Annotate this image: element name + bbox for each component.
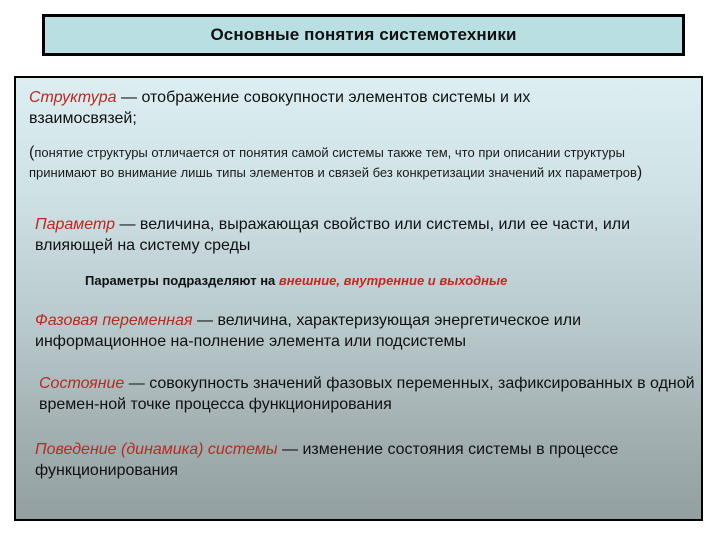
definitions-panel bbox=[14, 76, 703, 521]
term-label: Фазовая переменная bbox=[35, 312, 193, 329]
note-text: понятие структуры отличается от понятия самой системы также тем, что при описании структуры принимают во внимание лишь типы элементов и связей без конкретизации значений их параметров bbox=[29, 145, 637, 180]
parameter-classes-lead: Параметры подразделяют на bbox=[85, 273, 279, 288]
parameter-classes-emphasis: внешние, внутренние и выходные bbox=[278, 273, 508, 288]
definition-text: изменение состояния системы в процессе функционирования bbox=[35, 441, 619, 479]
definition-parameter bbox=[35, 214, 675, 256]
definition-text: отображение совокупности элементов системы и их взаимосвязей; bbox=[29, 89, 531, 127]
term-dash: — bbox=[277, 441, 303, 458]
slide-title: Основные понятия системотехники bbox=[210, 25, 517, 44]
term-label: Состояние bbox=[39, 375, 125, 392]
term-label: Поведение (динамика) системы bbox=[35, 441, 278, 458]
definition-structure bbox=[29, 87, 629, 129]
definition-phase-variable bbox=[35, 310, 665, 352]
slide-title-box bbox=[42, 14, 685, 56]
note-open-paren: ( bbox=[29, 144, 35, 161]
definition-text: величина, выражающая свойство или системы, или ее части, или влияющей на систему среды bbox=[35, 216, 631, 254]
term-dash: — bbox=[192, 312, 218, 329]
definition-text: совокупность значений фазовых переменных, зафиксированных в одной времен-ной точке процесса функционирования bbox=[39, 375, 695, 413]
structure-note bbox=[29, 143, 649, 183]
definition-state bbox=[39, 373, 699, 415]
term-label: Параметр bbox=[35, 216, 116, 233]
term-dash: — bbox=[115, 216, 140, 233]
term-dash: — bbox=[124, 375, 150, 392]
note-close-paren: ) bbox=[636, 164, 643, 181]
term-label: Структура bbox=[29, 89, 117, 106]
parameter-classes bbox=[85, 270, 685, 291]
definition-text: величина, характеризующая энергетическое или информационное на-полнение элемента или подсистемы bbox=[35, 312, 581, 350]
term-dash: — bbox=[116, 89, 142, 106]
definition-behavior bbox=[35, 439, 635, 481]
